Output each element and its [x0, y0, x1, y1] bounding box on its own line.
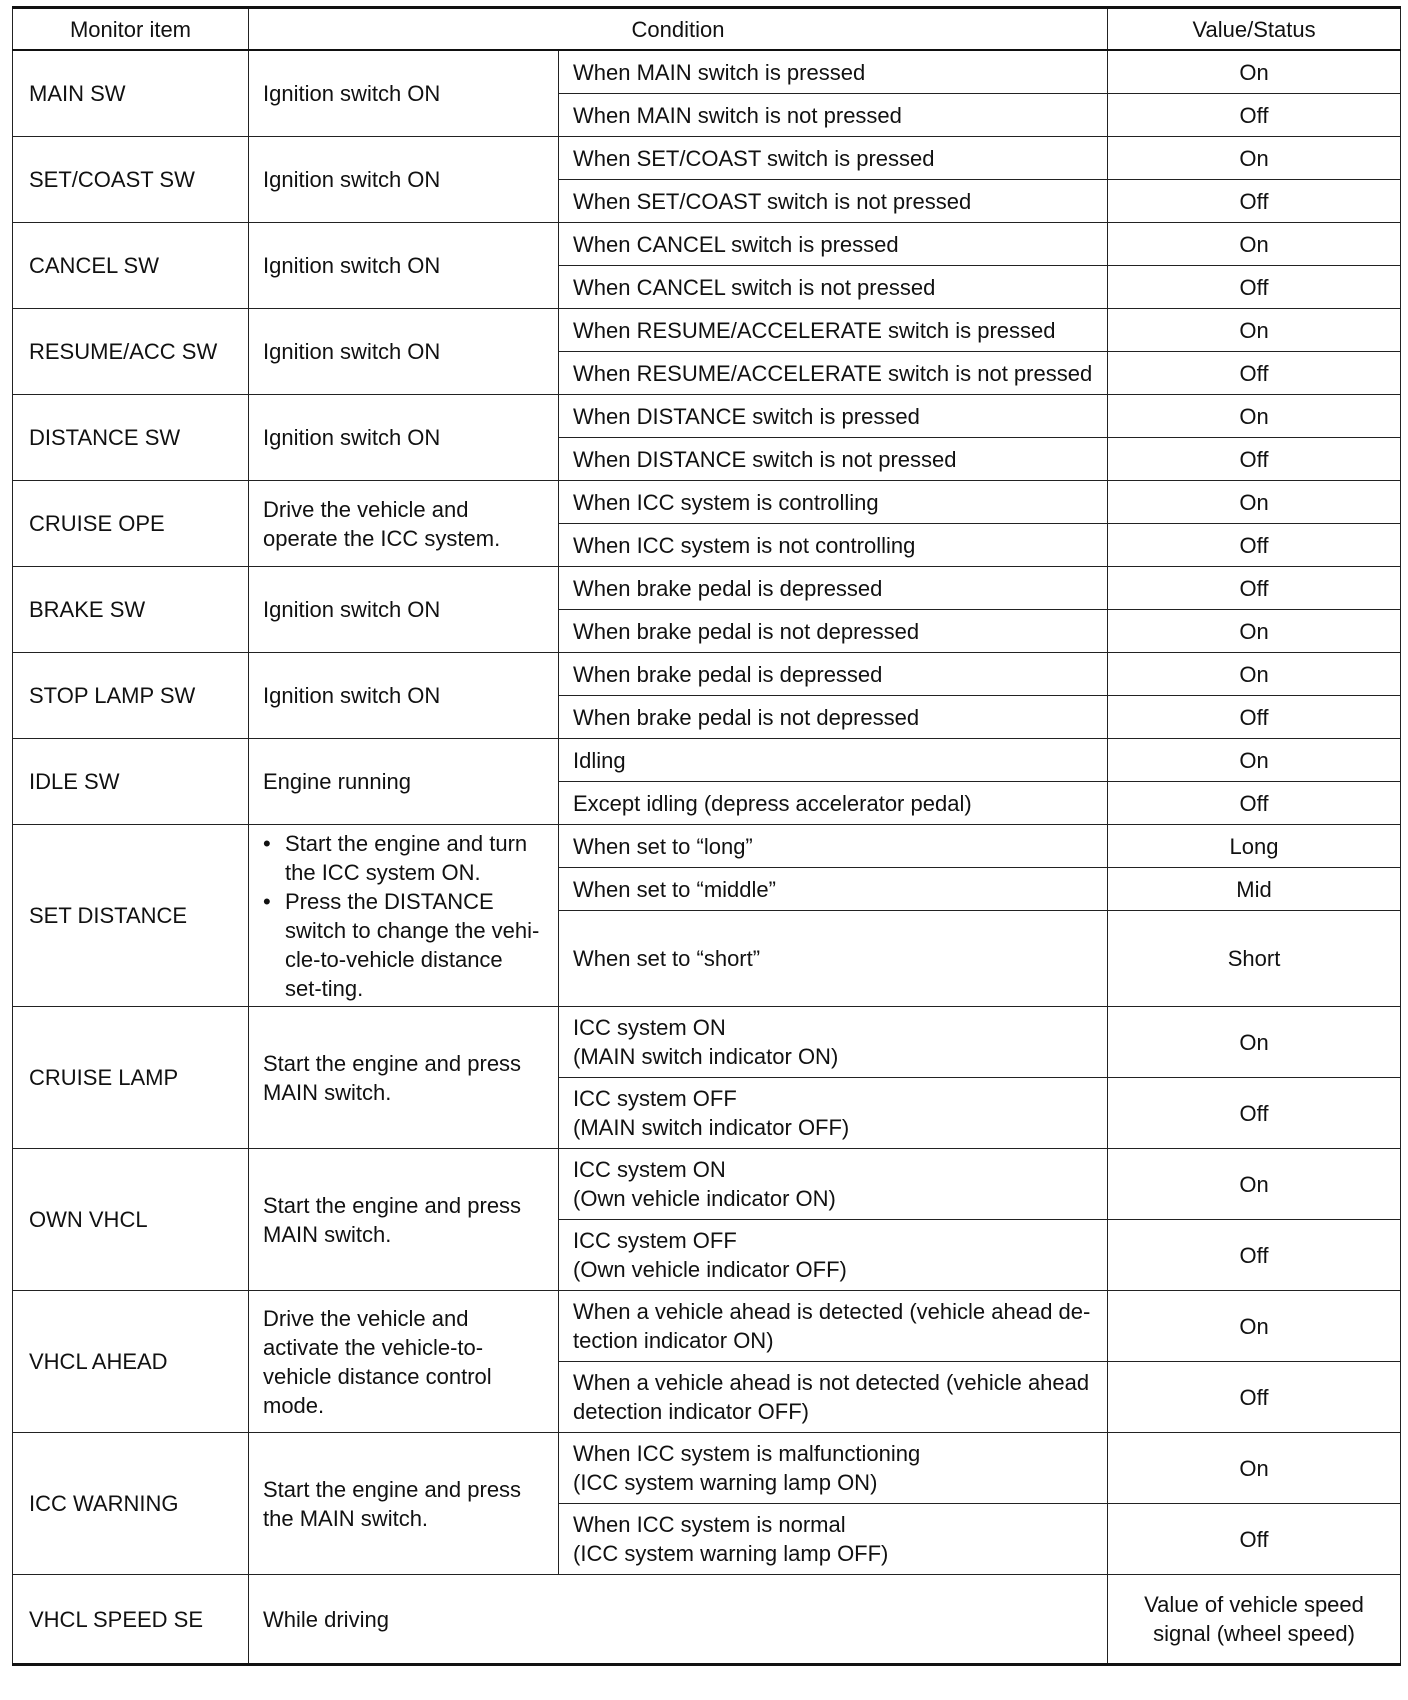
value-status-cell: Off — [1108, 1504, 1401, 1575]
header-value-status: Value/Status — [1108, 8, 1401, 51]
monitor-item-cell: SET DISTANCE — [13, 825, 249, 1007]
condition-cell: Ignition switch ON — [249, 309, 559, 395]
header-row — [13, 8, 1401, 51]
value-status-cell: Off — [1108, 1078, 1401, 1149]
sub-condition-cell: When set to “long” — [559, 825, 1108, 868]
value-status-cell: On — [1108, 1007, 1401, 1078]
sub-condition-cell: When SET/COAST switch is not pressed — [559, 180, 1108, 223]
table-body — [13, 50, 1401, 1665]
value-status-cell: On — [1108, 1291, 1401, 1362]
monitor-item-cell: CANCEL SW — [13, 223, 249, 309]
sub-condition-cell: Except idling (depress accelerator pedal) — [559, 782, 1108, 825]
value-status-cell: On — [1108, 223, 1401, 266]
condition-cell: Ignition switch ON — [249, 653, 559, 739]
monitor-item-cell: BRAKE SW — [13, 567, 249, 653]
monitor-item-cell: VHCL AHEAD — [13, 1291, 249, 1433]
condition-cell: While driving — [249, 1575, 1108, 1665]
condition-cell: Drive the vehicle and activate the vehicle-to-vehicle distance control mode. — [249, 1291, 559, 1433]
sub-condition-cell: When CANCEL switch is not pressed — [559, 266, 1108, 309]
table-row — [13, 309, 1401, 352]
condition-cell: Start the engine and press MAIN switch. — [249, 1149, 559, 1291]
value-status-cell: On — [1108, 1149, 1401, 1220]
sub-condition-cell: When ICC system is controlling — [559, 481, 1108, 524]
condition-cell: Ignition switch ON — [249, 50, 559, 137]
table-row — [13, 395, 1401, 438]
sub-condition-cell: When ICC system is normal (ICC system warning lamp OFF) — [559, 1504, 1108, 1575]
table-row — [13, 137, 1401, 180]
sub-condition-cell: When CANCEL switch is pressed — [559, 223, 1108, 266]
sub-condition-cell: When brake pedal is not depressed — [559, 696, 1108, 739]
condition-cell: Ignition switch ON — [249, 395, 559, 481]
sub-condition-cell: When ICC system is malfunctioning (ICC system warning lamp ON) — [559, 1433, 1108, 1504]
sub-condition-cell: When DISTANCE switch is not pressed — [559, 438, 1108, 481]
value-status-cell: On — [1108, 653, 1401, 696]
header-monitor-item: Monitor item — [13, 8, 249, 51]
monitor-item-cell: SET/COAST SW — [13, 137, 249, 223]
value-status-cell: Off — [1108, 180, 1401, 223]
table-row — [13, 739, 1401, 782]
condition-cell: Start the engine and press the MAIN switch. — [249, 1433, 559, 1575]
condition-cell: Drive the vehicle and operate the ICC system. — [249, 481, 559, 567]
value-status-cell: Off — [1108, 438, 1401, 481]
sub-condition-cell: ICC system OFF (MAIN switch indicator OFF) — [559, 1078, 1108, 1149]
sub-condition-cell: When RESUME/ACCELERATE switch is pressed — [559, 309, 1108, 352]
monitor-item-cell: STOP LAMP SW — [13, 653, 249, 739]
sub-condition-cell: When RESUME/ACCELERATE switch is not pressed — [559, 352, 1108, 395]
monitor-item-cell: DISTANCE SW — [13, 395, 249, 481]
sub-condition-cell: When DISTANCE switch is pressed — [559, 395, 1108, 438]
monitor-item-cell: VHCL SPEED SE — [13, 1575, 249, 1665]
value-status-cell: Off — [1108, 524, 1401, 567]
sub-condition-cell: When a vehicle ahead is detected (vehicle ahead de-tection indicator ON) — [559, 1291, 1108, 1362]
condition-cell: Start the engine and press MAIN switch. — [249, 1007, 559, 1149]
condition-cell: Ignition switch ON — [249, 567, 559, 653]
sub-condition-cell: When ICC system is not controlling — [559, 524, 1108, 567]
value-status-cell: Off — [1108, 1220, 1401, 1291]
sub-condition-cell: When brake pedal is depressed — [559, 653, 1108, 696]
table-row — [13, 653, 1401, 696]
monitor-item-table-document — [12, 6, 1400, 1666]
monitor-item-cell: MAIN SW — [13, 50, 249, 137]
sub-condition-cell: When a vehicle ahead is not detected (vehicle ahead detection indicator OFF) — [559, 1362, 1108, 1433]
value-status-cell: Off — [1108, 567, 1401, 610]
value-status-cell: On — [1108, 50, 1401, 94]
condition-cell: Engine running — [249, 739, 559, 825]
sub-condition-cell: When MAIN switch is not pressed — [559, 94, 1108, 137]
table-row — [13, 481, 1401, 524]
table-row — [13, 1149, 1401, 1220]
table-row — [13, 1575, 1401, 1665]
condition-cell — [249, 825, 559, 1007]
table-row — [13, 223, 1401, 266]
value-status-cell: Value of vehicle speed signal (wheel speed) — [1108, 1575, 1401, 1665]
monitor-item-cell: IDLE SW — [13, 739, 249, 825]
sub-condition-cell: When SET/COAST switch is pressed — [559, 137, 1108, 180]
sub-condition-cell: When brake pedal is not depressed — [559, 610, 1108, 653]
table-row — [13, 50, 1401, 94]
condition-cell: Ignition switch ON — [249, 223, 559, 309]
table-row — [13, 1433, 1401, 1504]
sub-condition-cell: When MAIN switch is pressed — [559, 50, 1108, 94]
monitor-table — [12, 6, 1401, 1666]
monitor-item-cell: OWN VHCL — [13, 1149, 249, 1291]
condition-bullet-list — [263, 829, 544, 1003]
sub-condition-cell: ICC system OFF (Own vehicle indicator OFF) — [559, 1220, 1108, 1291]
sub-condition-cell: ICC system ON (Own vehicle indicator ON) — [559, 1149, 1108, 1220]
value-status-cell: Off — [1108, 696, 1401, 739]
table-row — [13, 825, 1401, 868]
monitor-item-cell: ICC WARNING — [13, 1433, 249, 1575]
sub-condition-cell: ICC system ON (MAIN switch indicator ON) — [559, 1007, 1108, 1078]
header-condition: Condition — [249, 8, 1108, 51]
table-row — [13, 1291, 1401, 1362]
value-status-cell: Off — [1108, 266, 1401, 309]
value-status-cell: On — [1108, 610, 1401, 653]
value-status-cell: Short — [1108, 911, 1401, 1007]
value-status-cell: Long — [1108, 825, 1401, 868]
value-status-cell: Off — [1108, 782, 1401, 825]
sub-condition-cell: When brake pedal is depressed — [559, 567, 1108, 610]
value-status-cell: Off — [1108, 1362, 1401, 1433]
condition-bullet: • Press the DISTANCE switch to change the vehi-cle-to-vehicle distance set-ting. — [285, 887, 544, 1003]
value-status-cell: Mid — [1108, 868, 1401, 911]
value-status-cell: On — [1108, 481, 1401, 524]
value-status-cell: On — [1108, 137, 1401, 180]
value-status-cell: On — [1108, 309, 1401, 352]
value-status-cell: Off — [1108, 94, 1401, 137]
sub-condition-cell: When set to “middle” — [559, 868, 1108, 911]
monitor-item-cell: RESUME/ACC SW — [13, 309, 249, 395]
sub-condition-cell: When set to “short” — [559, 911, 1108, 1007]
condition-cell: Ignition switch ON — [249, 137, 559, 223]
monitor-item-cell: CRUISE OPE — [13, 481, 249, 567]
value-status-cell: Off — [1108, 352, 1401, 395]
value-status-cell: On — [1108, 395, 1401, 438]
table-row — [13, 567, 1401, 610]
sub-condition-cell: Idling — [559, 739, 1108, 782]
monitor-item-cell: CRUISE LAMP — [13, 1007, 249, 1149]
condition-bullet: • Start the engine and turn the ICC system ON. — [285, 829, 544, 887]
table-row — [13, 1007, 1401, 1078]
value-status-cell: On — [1108, 739, 1401, 782]
value-status-cell: On — [1108, 1433, 1401, 1504]
